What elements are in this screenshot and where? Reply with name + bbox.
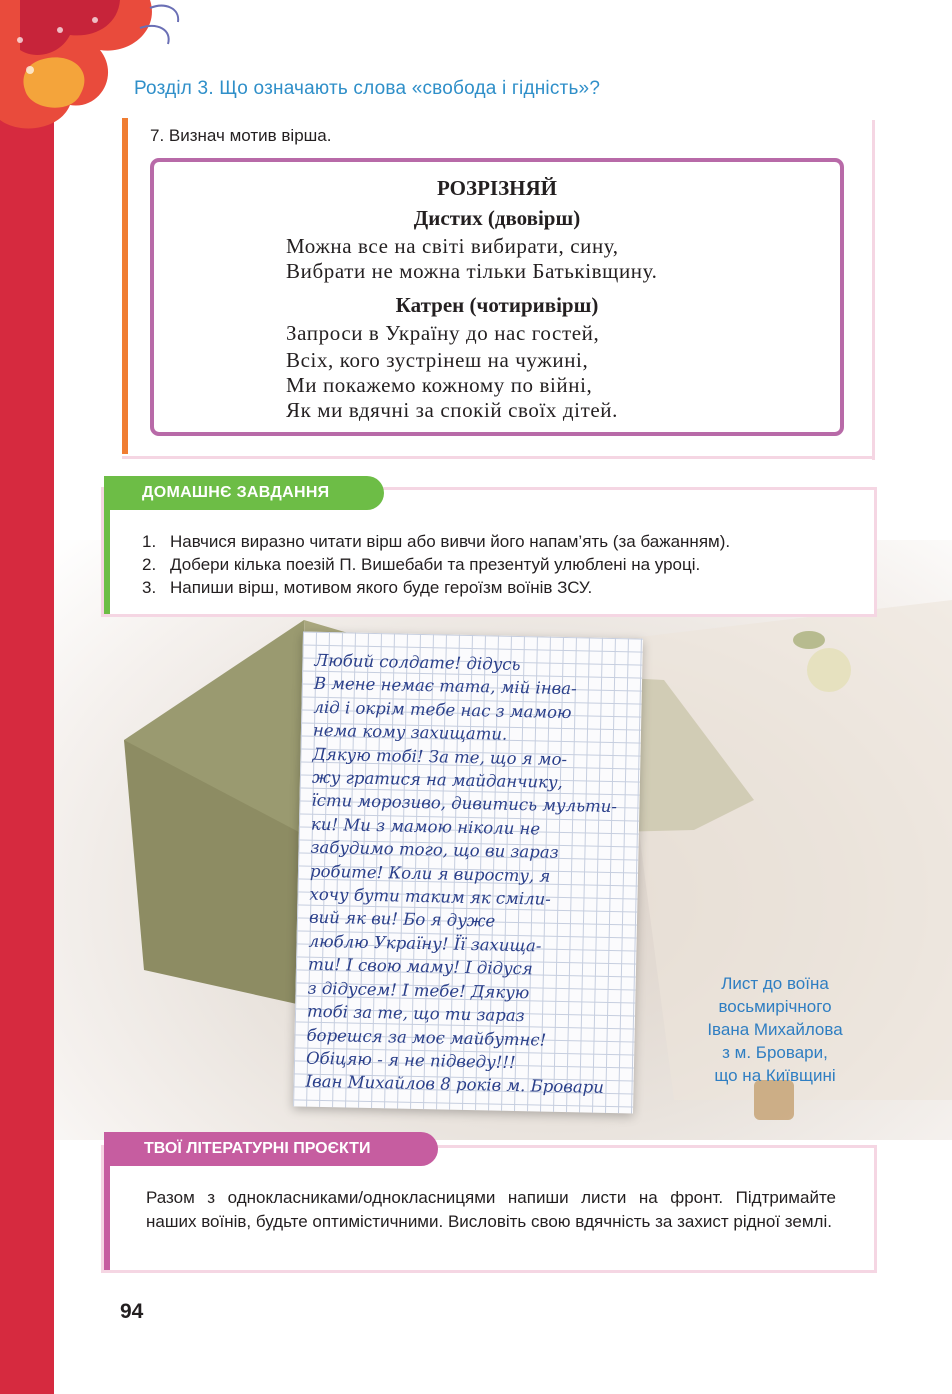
distich-line: Можна все на світі вибирати, сину,: [286, 234, 619, 258]
page-number: 94: [120, 1300, 144, 1323]
caption-line: Лист до воїна: [721, 974, 829, 993]
letter-line: жу гратися на майданчику,: [311, 767, 563, 792]
photo-caption: [680, 972, 870, 1087]
project-accent-line: [104, 1166, 110, 1270]
question-item: 7. Визнач мотив вірша.: [150, 126, 332, 145]
letter-line: хочу бути таким як сміли-: [309, 884, 551, 909]
flower-decoration: [0, 0, 200, 140]
item-text: Добери кілька поезій П. Вишебаби та презентуй улюблені на уроці.: [170, 555, 701, 574]
quatrain-line: Всіх, кого зустрінеш на чужині,: [286, 348, 589, 372]
handwritten-letter: [305, 649, 634, 1100]
letter-line: Обіцяю - я не підведу!!!: [305, 1048, 516, 1072]
chapter-title: Розділ 3. Що означають слова «свобода і гідність»?: [134, 78, 601, 99]
letter-line: ти! І свою маму! І дідуся: [307, 954, 534, 979]
homework-list: [142, 530, 730, 599]
project-label: ТВОЇ ЛІТЕРАТУРНІ ПРОЄКТИ: [104, 1132, 438, 1166]
letter-line: забудимо того, що ви зараз: [310, 837, 559, 863]
section-border-right: [872, 120, 875, 460]
homework-item: [142, 530, 730, 553]
letter-line: ки! Ми з мамою ніколи не: [310, 814, 541, 839]
distinguish-box: [150, 158, 844, 436]
letter-line: з дідусем! І тебе! Дякую: [307, 978, 530, 1002]
section-border-bottom: [122, 456, 875, 459]
letter-line: лід і окрім тебе нас з мамою: [313, 697, 572, 722]
item-number: 2.: [142, 555, 157, 574]
item-text: Навчися виразно читати вірш або вивчи його напам’ять (за бажанням).: [170, 532, 731, 551]
homework-item: [142, 553, 730, 576]
letter-line: Дякую тобі! За те, що я мо-: [312, 744, 568, 769]
quatrain-line: Ми покажемо кожному по війні,: [286, 373, 593, 397]
box-title: РОЗРІЗНЯЙ: [436, 176, 558, 200]
caption-line: восьмирічного: [718, 997, 832, 1016]
quatrain-heading: Катрен (чотиривірш): [395, 293, 599, 317]
caption-line: що на Київщині: [714, 1066, 836, 1085]
letter-line: робите! Коли я виросту, я: [309, 861, 551, 886]
project-text: Разом з однокласниками/однокласницями напиши листи на фронт. Підтримайте наших воїнів, будьте оптимістичними. Висловіть свою вдячність за захист рідної землі.: [146, 1188, 836, 1231]
left-margin-bar: [0, 0, 54, 1394]
item-text: Напиши вірш, мотивом якого буде героїзм воїнів ЗСУ.: [170, 578, 593, 597]
letter-line: їсти морозиво, дивитись мульти-: [311, 791, 618, 817]
distich-line: Вибрати не можна тільки Батьківщину.: [286, 259, 658, 283]
homework-item: [142, 576, 730, 599]
item-number: 3.: [142, 578, 157, 597]
question-accent-line: [122, 118, 128, 454]
quatrain-line: Запроси в Україну до нас гостей,: [286, 321, 600, 345]
letter-line: Іван Михайлов 8 років м. Бровари: [305, 1071, 605, 1098]
letter-line: вий як ви! Бо я дуже: [308, 908, 496, 932]
letter-line: борешся за моє майбутнє!: [306, 1025, 547, 1050]
item-number: 1.: [142, 532, 157, 551]
caption-line: Івана Михайлова: [707, 1020, 843, 1039]
distich-heading: Дистих (двовірш): [413, 206, 581, 230]
homework-label: ДОМАШНЄ ЗАВДАННЯ: [104, 476, 384, 510]
letter-line: Любий солдате! дідусь: [314, 650, 521, 675]
letter-line: тобі за те, що ти зараз: [306, 1001, 525, 1026]
letter-line: люблю Україну! Її захища-: [308, 931, 542, 956]
letter-line: В мене немає тата, мій інва-: [313, 674, 577, 699]
quatrain-line: Як ми вдячні за спокій своїх дітей.: [286, 398, 618, 422]
letter-line: нема кому захищати.: [312, 720, 508, 744]
homework-accent-line: [104, 510, 110, 614]
caption-line: з м. Бровари,: [722, 1043, 828, 1062]
